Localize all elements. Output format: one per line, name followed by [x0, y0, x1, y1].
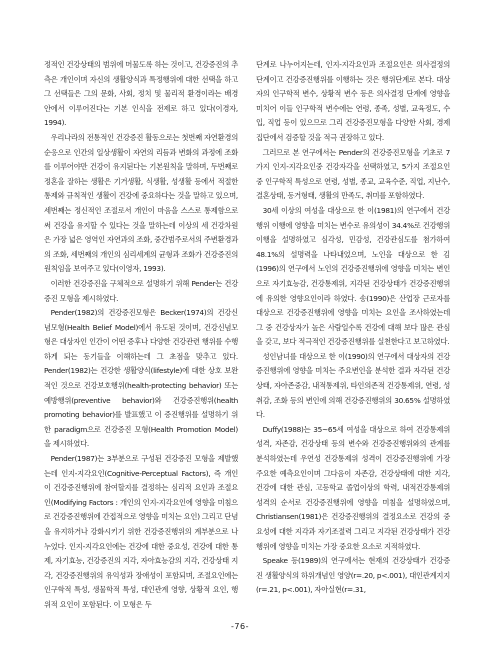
paragraph: 성인남녀를 대상으로 한 이(1990)의 연구에서 대상자의 건강증진행위에 영향을 미치는 주요변인을 분석한 결과 자각된 건강상태, 자아존중감, 내적통제위, 타인의존적 건강통제위, 연령, 성취감, 조화 등의 변인에 의해 건강증진행위의 30.65% 설명하였다. — [256, 351, 450, 420]
paragraph: Speake 등(1989)의 연구에서는 현재의 건강상태가 건강증진 생활양식의 하위개념인 영양(r=.20, p<.001), 대인관계지지(r=.21, p<.001), 자아실현(r=.31, — [256, 556, 450, 595]
paragraph: 우리나라의 전통적인 건강증진 활동으로는 첫번째 자연환경의 순응으로 인간의 일상생활이 자연의 리듬과 변화의 과정에 조화를 이루어야만 건강이 유지된다는 기본원칙을 말하며, 두번째로 정혼을 잘하는 생활은 기거생활, 식생활, 성생활 등에서 적절한 통제와 규칙적인 생활이 건강에 중요하다는 것을 말하고 있으며, 세번째는 정신적인 조절로서 개인이 마음을 스스로 통제함으로써 건강을 유지할 수 있다는 것을 말하는데 이상의 세 건강차원은 가장 넓은 영역인 자연과의 조화, 중간범주로서의 주변환경과의 조화, 세번째의 개인의 심리세계의 균형과 조화가 건강증진의 원칙임을 보여주고 있다(이영자, 1993). — [44, 132, 238, 274]
paragraph: Duffy(1988)는 35~65세 여성을 대상으로 하여 건강통제위 성격, 자존감, 건강상태 등의 변수와 건강증진행위와의 관계를 분석하였는데 우연성 건강통제위 성격이 건강증진행위에 가장 주요한 예측요인이며 그다음이 자존감, 건강상태에 대한 지각, 건강에 대한 관심, 고등학교 졸업이상의 학력, 내적건강통제위 성격의 순서로 건강증진행위에 영향을 미침을 설명하였으며, Christiansen(1981)은 건강증진행위의 결정요소로 건강의 중요성에 대한 지각과 자기조절력 그리고 지각된 건강상태가 건강행위에 영향을 미치는 가장 중요한 요소로 지적하였다. — [256, 424, 450, 551]
paragraph: 30세 이상의 여성을 대상으로 한 이(1981)의 연구에서 건강행위 이행에 영향을 미치는 변수로 유의성이 34.4%로 건강행위 이행을 설명하였고 심각성, 민감성, 건강관심도를 첨가하여 48.1%의 설명력을 나타내었으며, 노인을 대상으로 한 김(1996)의 연구에서 노인의 건강증진행위에 영향을 미치는 변인으로 자기효능감, 건강통제위, 지각된 건강상태가 건강증진행위에 유의한 영향요인이라 하였다. 송(1990)은 산업장 근로자를 대상으로 건강증진행위에 영향을 미치는 요인을 조사하였는데 그 중 건강상자가 높은 사람일수록 건강에 대해 보다 많은 관심을 갖고, 보다 적극적인 건강증진행위를 실천한다고 보고하였다. — [256, 205, 450, 347]
left-column — [44, 58, 238, 613]
paragraph: 정적인 건강상태의 범위에 머물도록 하는 것이고, 건강증진의 추측은 개인이며 자신의 생활양식과 특정행위에 대한 선택을 하고 그 선택들은 그의 문화, 사회, 정치 및 물리적 환경이라는 배경 안에서 이루어진다는 기본 인식을 전제로 하고 있다(이경자, 1994). — [44, 60, 238, 128]
right-column — [256, 58, 450, 598]
page-number: -76- — [231, 622, 249, 631]
paragraph: Pender(1982)의 건강증진모형은 Becker(1974)의 건강신념모형(Health Belief Model)에서 유도된 것이며, 건강신념모형은 대상자인 인간이 어떤 증후나 다양한 건강관련 행위를 수행하게 되는 동기들을 이해하는데 그 초점을 맞추고 있다. Pender(1982)는 건강한 생활양식(lifestyle)에 대한 상호 보완적인 것으로 건강보호행위(health-protecting behavior) 또는 예방행위(preventive behavior)와 건강증진행위(health promoting behavior)를 발표했고 이 증진행위를 설명하기 위한 paradigm으로 건강증진 모형(Health Promotion Model)을 제시하였다. — [44, 308, 238, 449]
paragraph: 이러한 건강증진을 구체적으로 설명하기 위해 Pender는 건강증진 모형을 제시하였다. — [44, 278, 238, 303]
paragraph: 단계로 나누어지는데, 인지-지각요인과 조절요인은 의사결정의 단계이고 건강증진행위를 이행하는 것은 행위단계로 본다. 대상자의 인구학적 변수, 상황적 변수 등은 의사결정 단계에 영향을 미치어 이들 인구학적 변수에는 연령, 종족, 성별, 교육정도, 수입, 직업 등이 있으므로 그리 건강증진모형을 다양한 사회, 경제 집단에서 검증할 것을 적극 권장하고 있다. — [256, 60, 450, 142]
paragraph: 그러므로 본 연구에서는 Pender의 건강증진모형을 기초로 7가지 인지-지각요인중 건강자각을 선택하였고, 5가지 조절요인중 인구학적 특성으로 연령, 성별, 종교, 교육수준, 직업, 지난수, 결혼상태, 동거형태, 생활의 만족도, 취미를 포함하였다. — [256, 147, 450, 201]
paragraph: Pender(1987)는 3부분으로 구성된 건강증진 모형을 제발했는데 인지-지각요인(Cognitive-Perceptual Factors), 즉 개인이 건강증진행위에 참여할지를 결정하는 심리적 요인과 조절요인(Modifying Factors : 개인의 인지-지각요인에 영향을 미침으로 건강증진행위에 간접적으로 영향을 미치는 요인) 그리고 단념을 유지하거나 강화시키기 위한 건강증진행위의 계부분으로 나누었다. 인지-지각요인에는 건강에 대한 중요성, 건강에 대한 통제, 자기효능, 건강증진의 지각, 자아효능감의 지각, 건강상태 지각, 건강증진행위의 유익성과 장애성이 포함되며, 조절요인에는 인구학적 특성, 생물학적 특성, 대인관계 영향, 상황적 요인, 행위적 요인이 포함된다. 이 모형은 두 — [44, 454, 238, 609]
